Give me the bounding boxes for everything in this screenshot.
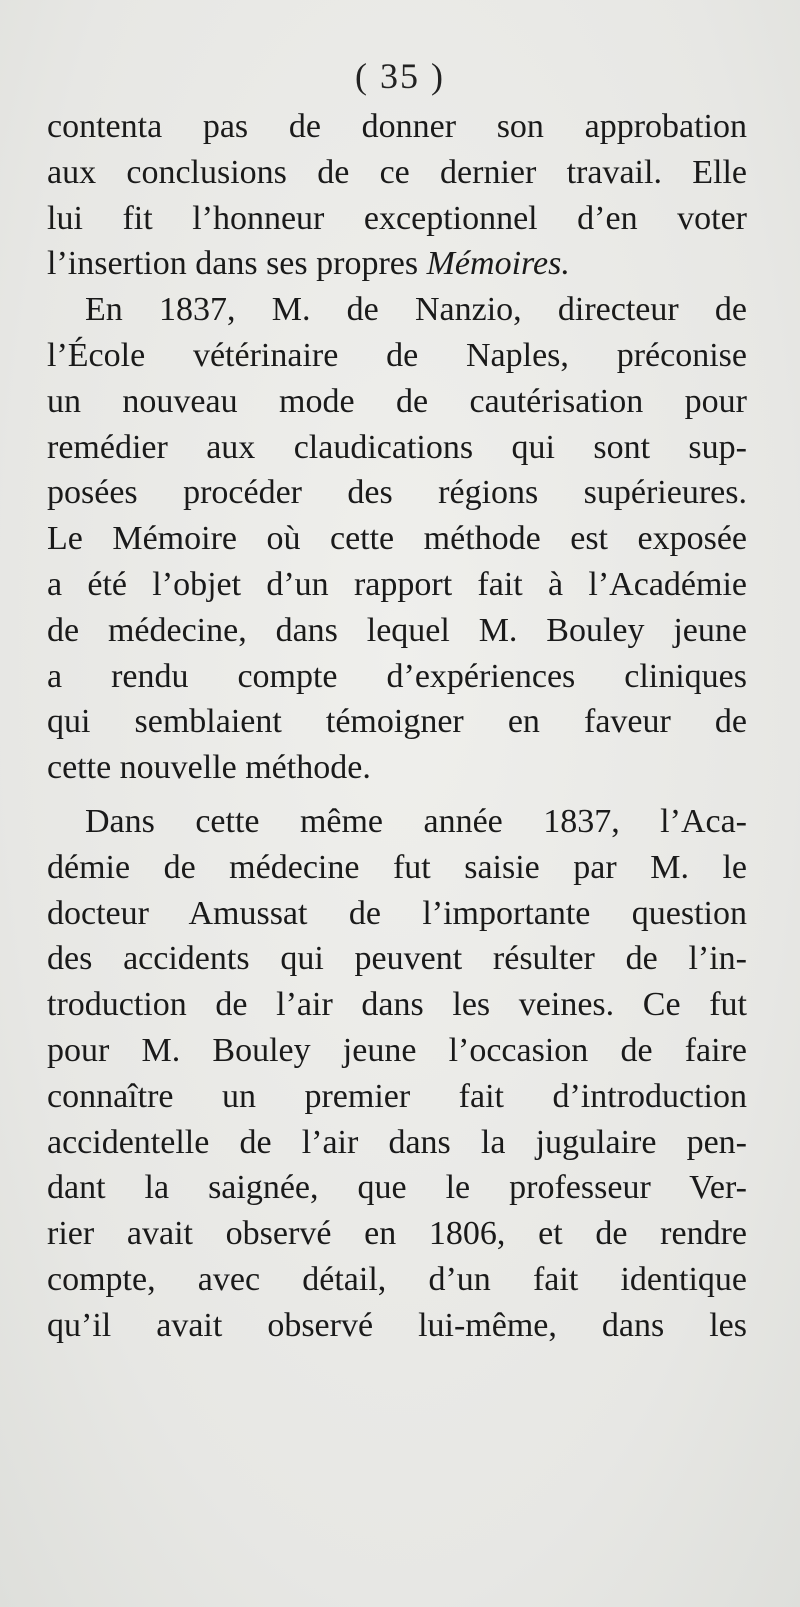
text-line xyxy=(47,241,747,287)
text-line: un nouveau mode de cautérisation pour xyxy=(47,382,747,420)
text-line: qu’il avait observé lui-même, dans les xyxy=(47,1306,747,1344)
text-line: remédier aux claudications qui sont sup- xyxy=(47,428,747,466)
text-line: de médecine, dans lequel M. Bouley jeune xyxy=(47,611,747,649)
text-line: compte, avec détail, d’un fait identique xyxy=(47,1260,747,1298)
text-line: cette nouvelle méthode. xyxy=(47,749,371,787)
text-line: connaître un premier fait d’introduction xyxy=(47,1077,747,1115)
paragraph-start-line: Dans cette même année 1837, l’Aca- xyxy=(85,802,747,840)
text-line: a rendu compte d’expériences cliniques xyxy=(47,657,747,695)
text-line: aux conclusions de ce dernier travail. Elle xyxy=(47,153,747,191)
text-line: démie de médecine fut saisie par M. le xyxy=(47,848,747,886)
text-line: pour M. Bouley jeune l’occasion de faire xyxy=(47,1031,747,1069)
text-line: qui semblaient témoigner en faveur de xyxy=(47,703,747,741)
text-line: contenta pas de donner son approbation xyxy=(47,108,747,145)
text-span: l’insertion dans ses propres xyxy=(47,245,419,283)
italic-title: Mémoires. xyxy=(426,245,570,283)
text-line: l’École vétérinaire de Naples, préconise xyxy=(47,336,747,374)
text-line: troduction de l’air dans les veines. Ce fut xyxy=(47,986,747,1024)
body-text xyxy=(47,104,747,1349)
page-number: ( 35 ) xyxy=(355,56,445,96)
paragraph-start-line: En 1837, M. de Nanzio, directeur de xyxy=(85,291,747,329)
text-line: des accidents qui peuvent résulter de l’in- xyxy=(47,940,747,978)
paragraph-gap xyxy=(47,791,747,799)
text-line: lui fit l’honneur exceptionnel d’en voter xyxy=(47,199,747,237)
text-line: Le Mémoire où cette méthode est exposée xyxy=(47,520,747,558)
text-line: dant la saignée, que le professeur Ver- xyxy=(47,1169,747,1207)
text-line: a été l’objet d’un rapport fait à l’Académie xyxy=(47,565,747,603)
text-line: accidentelle de l’air dans la jugulaire pen- xyxy=(47,1123,747,1161)
text-line: rier avait observé en 1806, et de rendre xyxy=(47,1215,747,1253)
text-line: posées procéder des régions supérieures. xyxy=(47,474,747,512)
text-line: docteur Amussat de l’importante question xyxy=(47,894,747,932)
